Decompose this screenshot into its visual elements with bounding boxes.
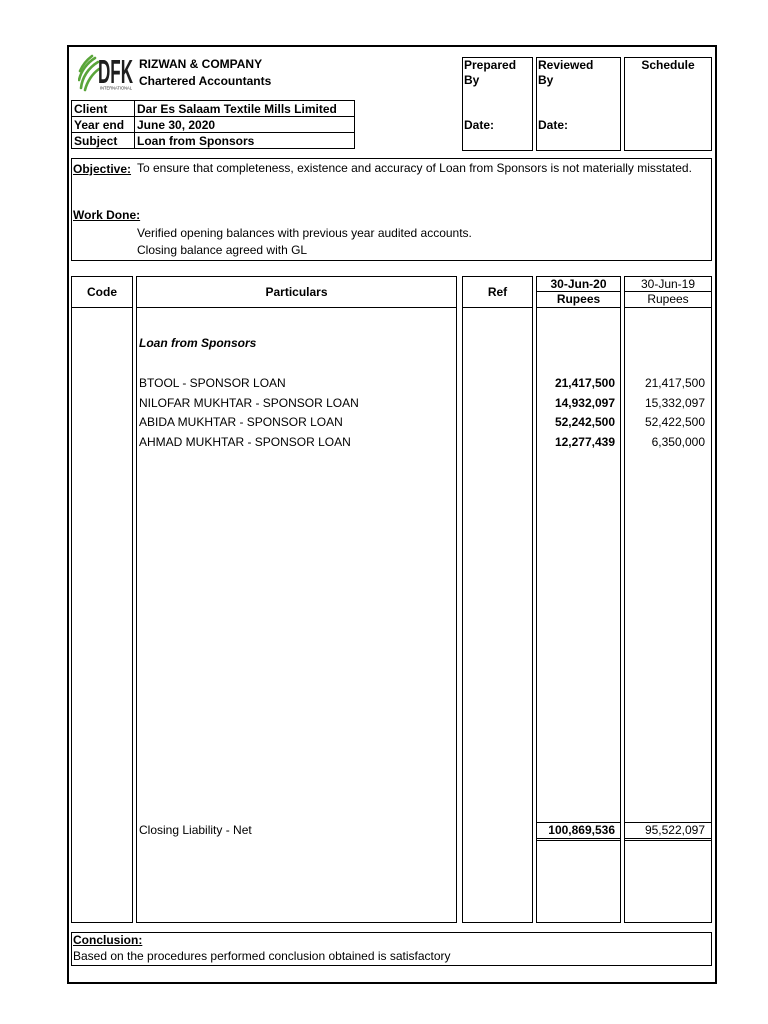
info-value: June 30, 2020 <box>135 117 355 133</box>
info-row-year-end <box>72 117 355 133</box>
objective-text: To ensure that completeness, existence and accuracy of Loan from Sponsors is not materially misstated. <box>137 161 692 175</box>
reviewed-by-label: By <box>538 73 554 87</box>
table-row <box>71 394 712 414</box>
reviewed-date-label: Date: <box>538 118 569 132</box>
row-prior-amount: 6,350,000 <box>651 435 705 450</box>
row-prior-amount: 15,332,097 <box>644 395 705 410</box>
leaf-icon <box>79 56 99 90</box>
info-label: Year end <box>72 117 135 133</box>
engagement-info <box>71 100 355 149</box>
work-done-item: Verified opening balances with previous year audited accounts. <box>137 226 472 240</box>
row-current-amount: 52,242,500 <box>554 415 615 430</box>
section-title: Loan from Sponsors <box>139 336 257 350</box>
total-label: Closing Liability - Net <box>139 823 252 837</box>
prepared-label: Prepared <box>464 58 517 72</box>
conclusion-label: Conclusion: <box>73 933 143 947</box>
particulars-header: Particulars <box>137 277 456 308</box>
schedule-label: Schedule <box>641 58 695 72</box>
dfk-logo <box>78 52 134 92</box>
row-current-amount: 14,932,097 <box>554 395 615 410</box>
firm-name: RIZWAN & COMPANY <box>139 57 263 71</box>
row-particulars: AHMAD MUKHTAR - SPONSOR LOAN <box>139 435 351 450</box>
code-header: Code <box>72 277 132 308</box>
reviewed-label: Reviewed <box>538 58 594 72</box>
work-done-label: Work Done: <box>73 208 141 222</box>
prepared-date-label: Date: <box>464 118 495 132</box>
total-current-amount: 100,869,536 <box>536 822 621 841</box>
info-row-client <box>72 101 355 117</box>
table-row <box>71 433 712 453</box>
firm-subtitle: Chartered Accountants <box>139 74 272 88</box>
schedule-box <box>624 57 712 151</box>
prepared-by-label: By <box>464 73 480 87</box>
conclusion-section <box>71 932 712 966</box>
info-row-subject <box>72 133 355 149</box>
total-prior-amount: 95,522,097 <box>624 822 712 841</box>
logo-subtext: INTERNATIONAL <box>100 85 133 91</box>
info-value: Loan from Sponsors <box>135 133 355 149</box>
current-period-header: 30-Jun-20 <box>537 277 620 292</box>
row-particulars: ABIDA MUKHTAR - SPONSOR LOAN <box>139 415 343 430</box>
loan-rows <box>71 374 712 453</box>
ref-header: Ref <box>463 277 532 308</box>
info-value: Dar Es Salaam Textile Mills Limited <box>135 101 355 117</box>
row-prior-amount: 21,417,500 <box>644 376 705 390</box>
current-unit-header: Rupees <box>537 292 620 308</box>
prior-unit-header: Rupees <box>625 292 711 308</box>
row-prior-amount: 52,422,500 <box>644 415 705 430</box>
work-done-item: Closing balance agreed with GL <box>137 242 308 257</box>
row-particulars: NILOFAR MUKHTAR - SPONSOR LOAN <box>139 395 359 410</box>
conclusion-text: Based on the procedures performed conclusion obtained is satisfactory <box>73 949 451 963</box>
reviewed-by-box <box>536 57 621 151</box>
work-done-list <box>137 225 472 258</box>
row-current-amount: 12,277,439 <box>554 435 615 450</box>
prepared-by-box <box>462 57 533 151</box>
table-row <box>71 413 712 433</box>
logo-wordmark: DFK <box>98 53 134 90</box>
prior-period-header: 30-Jun-19 <box>625 277 711 292</box>
schedule-body <box>71 308 712 922</box>
row-particulars: BTOOL - SPONSOR LOAN <box>139 376 286 390</box>
objective-section <box>71 158 712 261</box>
info-label: Client <box>72 101 135 117</box>
row-current-amount: 21,417,500 <box>554 376 615 390</box>
table-row <box>71 374 712 394</box>
info-label: Subject <box>72 133 135 149</box>
total-row <box>71 822 712 841</box>
objective-label: Objective: <box>73 162 132 176</box>
